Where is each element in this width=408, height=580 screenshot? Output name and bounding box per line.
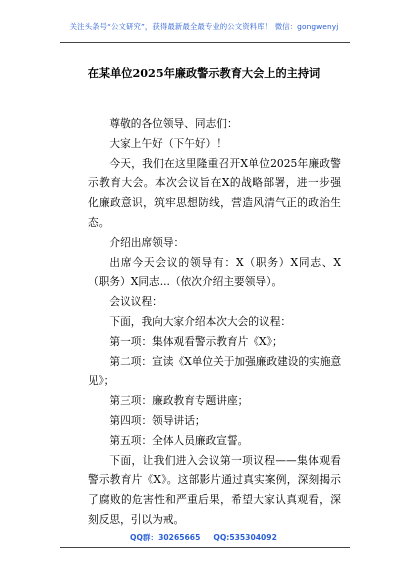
footer-divider xyxy=(60,547,350,548)
document-title: 在某单位2025年廉政警示教育大会上的主持词 xyxy=(87,66,321,80)
footer-qq-number: QQ:535304092 xyxy=(213,533,277,542)
agenda-item-3: 第三项：廉政教育专题讲座； xyxy=(109,394,249,408)
footer-contact xyxy=(130,532,277,543)
opening-paragraph: 今天，我们在这里隆重召开X单位2025年廉政警示教育大会。本次会议旨在X的战略部署，进一步强化廉政意识，筑牢思想防线，营造风清气正的政治生态。 xyxy=(88,156,341,229)
greeting: 大家上午好（下午好）！ xyxy=(109,136,227,150)
section-heading-agenda: 会议议程： xyxy=(109,295,163,309)
leaders-paragraph: 出席今天会议的领导有：X（职务）X同志、X（职务）X同志...（依次介绍主要领导）。 xyxy=(88,255,341,289)
header-notice: 关注头条号“公文研究”，获得最新最全最专业的公文资料库！ 微信：gongwenyj xyxy=(69,22,339,31)
document-body xyxy=(88,114,341,530)
agenda-item-1: 第一项：集体观看警示教育片《X》； xyxy=(109,334,283,348)
salutation: 尊敬的各位领导、同志们： xyxy=(109,117,238,130)
section-heading-leaders: 介绍出席领导： xyxy=(109,235,185,249)
agenda-item-2: 第二项：宣读《X单位关于加强廉政建设的实施意见》； xyxy=(88,354,341,388)
agenda-item-5: 第五项：全体人员廉政宣誓。 xyxy=(109,433,249,447)
agenda-item-4: 第四项：领导讲话； xyxy=(109,413,206,427)
first-agenda-paragraph: 下面，让我们进入会议第一项议程——集体观看警示教育片《X》。这部影片通过真实案例，深刻揭示了腐败的危害性和严重后果，希望大家认真观看，深刻反思，引以为戒。 xyxy=(88,453,341,526)
footer-qq-group: QQ群：30265665 xyxy=(130,533,201,542)
header-divider xyxy=(60,42,350,43)
agenda-intro: 下面，我向大家介绍本次大会的议程： xyxy=(109,314,292,328)
